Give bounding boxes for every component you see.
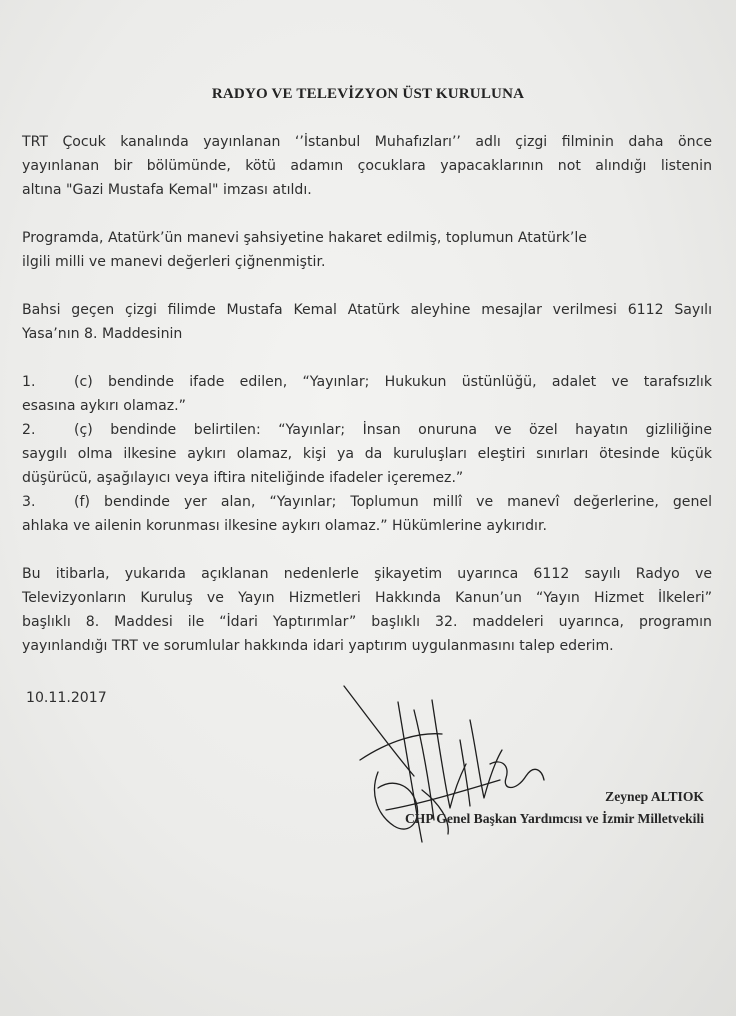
list-item [22, 370, 712, 418]
document-title: RADYO VE TELEVİZYON ÜST KURULUNA [211, 86, 525, 102]
text-line [22, 490, 712, 514]
text-line: esasına aykırı olamaz.” [22, 398, 186, 414]
item-number: 1. [22, 374, 36, 390]
text-line: yayınlanan bir bölümünde, kötü adamın çocuklara yapacaklarının not alındığı listenin [22, 158, 712, 174]
text-line: altına "Gazi Mustafa Kemal" imzası atıldı. [22, 182, 312, 198]
list-item [22, 418, 712, 490]
text-line: ahlaka ve ailenin korunması ilkesine aykırı olamaz.” Hükümlerine aykırıdır. [22, 518, 547, 534]
text-line: saygılı olma ilkesine aykırı olamaz, kişi ya da kuruluşları eleştiri sınırları ötesinde küçük [22, 446, 712, 462]
text-line: Bahsi geçen çizgi filimde Mustafa Kemal Atatürk aleyhine mesajlar verilmesi 6112 Sayılı [22, 302, 712, 318]
item-number: 2. [22, 422, 36, 438]
text-line: Programda, Atatürk’ün manevi şahsiyetine hakaret edilmiş, toplumun Atatürk’le [22, 230, 587, 246]
item-number: 3. [22, 494, 36, 510]
text-line: Yasa’nın 8. Maddesinin [22, 326, 183, 342]
text-line: başlıklı 8. Maddesi ile “İdari Yaptırımlar” başlıklı 32. maddeleri uyarınca, programın [22, 614, 712, 630]
paragraph-law-reference [22, 298, 712, 346]
signatory-position: CHP Genel Başkan Yardımcısı ve İzmir Milletvekili [404, 811, 704, 826]
paragraph-request [22, 562, 712, 658]
paragraph-insult [22, 226, 712, 274]
document-body [22, 130, 712, 658]
paragraph-complaint-intro [22, 130, 712, 202]
text-line: Bu itibarla, yukarıda açıklanan nedenlerle şikayetim uyarınca 6112 sayılı Radyo ve [22, 566, 712, 582]
list-item [22, 490, 712, 538]
text-line [22, 418, 712, 442]
text-line: Televizyonların Kuruluş ve Yayın Hizmetleri Hakkında Kanun’un “Yayın Hizmet İlkeleri” [22, 590, 712, 606]
signatory-block [405, 786, 704, 830]
signatory-name: Zeynep ALTIOK [605, 789, 704, 804]
item-text: (c) bendinde ifade edilen, “Yayınlar; Hukukun üstünlüğü, adalet ve tarafsızlık [74, 374, 712, 390]
text-line: düşürücü, aşağılayıcı veya iftira niteliğinde ifadeler içeremez.” [22, 470, 464, 486]
text-line: ilgili milli ve manevi değerleri çiğnenmiştir. [22, 254, 326, 270]
document-date: 10.11.2017 [26, 690, 107, 706]
text-line [22, 370, 712, 394]
text-line: TRT Çocuk kanalında yayınlanan ‘’İstanbul Muhafızları’’ adlı çizgi filminin daha önce [22, 134, 712, 150]
item-text: (ç) bendinde belirtilen: “Yayınlar; İnsan onuruna ve özel hayatın gizliliğine [74, 422, 712, 438]
text-line: yayınlandığı TRT ve sorumlular hakkında idari yaptırım uygulanmasını talep ederim. [22, 638, 614, 654]
item-text: (f) bendinde yer alan, “Yayınlar; Toplumun millî ve manevî değerlerine, genel [74, 494, 712, 510]
